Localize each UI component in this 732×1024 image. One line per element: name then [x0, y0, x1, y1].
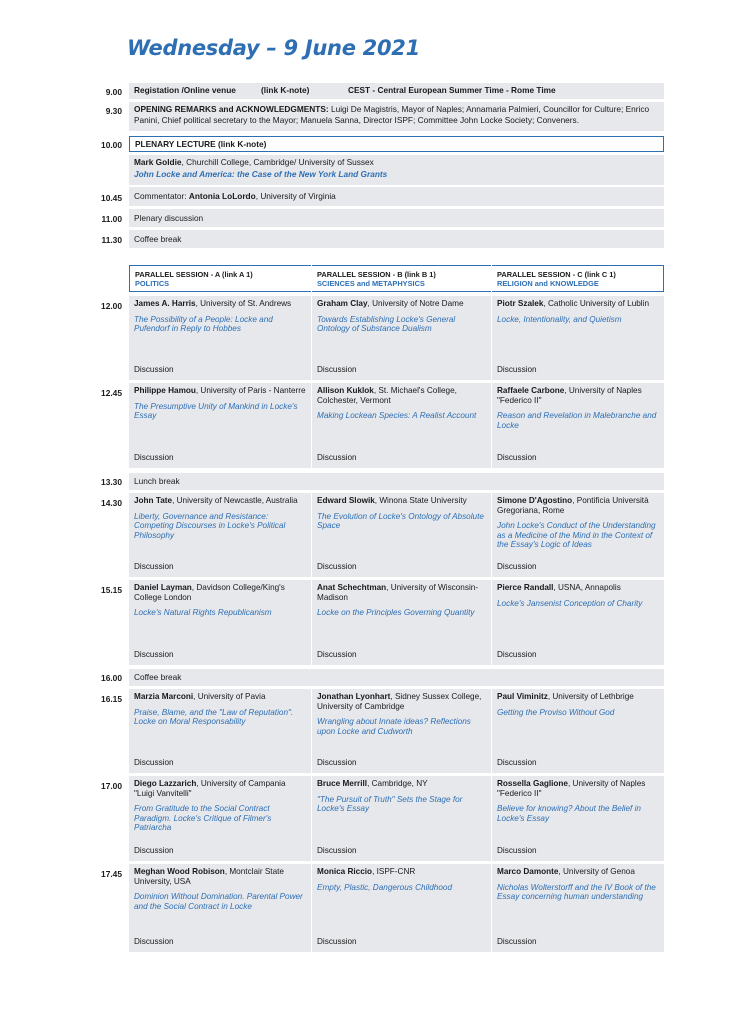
discussion-label: Discussion [317, 758, 357, 768]
speaker-affiliation: , Catholic University of Lublin [543, 299, 649, 308]
speaker-line [317, 692, 486, 711]
time-label: 16.15 [101, 694, 122, 704]
paper-title: Locke's Jansenist Conception of Charity [497, 598, 643, 608]
discussion-label: Discussion [497, 562, 537, 572]
speaker-affiliation: , Sidney Sussex College, University of Cambridge [317, 692, 482, 711]
session-cell [312, 296, 491, 380]
speaker-name: Mark Goldie [134, 157, 182, 167]
speaker-affiliation: , University of Wisconsin-Madison [317, 583, 479, 602]
session-cell [492, 864, 664, 952]
time-label: 14.30 [101, 498, 122, 508]
paper-title: Locke's Natural Rights Republicanism [134, 608, 272, 618]
paper-title: The Possibility of a People: Locke and Pufendorf in Reply to Hobbes [134, 314, 273, 334]
speaker-affiliation: , University of Naples "Federico II" [497, 386, 642, 405]
discussion-label: Discussion [134, 365, 174, 375]
session-topic: SCIENCES and METAPHYSICS [317, 279, 425, 288]
discussion-label: Discussion [317, 650, 357, 660]
paper-title: Getting the Proviso Without God [497, 707, 615, 717]
speaker-affiliation: , Pontificia Università Gregoriana, Rome [497, 496, 649, 515]
time-label: 12.45 [101, 388, 122, 398]
speaker-affiliation: , University of Newcastle, Australia [172, 496, 298, 505]
discussion-label: Discussion [134, 846, 174, 856]
session-topic: POLITICS [135, 279, 170, 288]
speaker-line [134, 299, 306, 309]
speaker-affiliation: , St. Michael's College, Colchester, Vermont [317, 386, 457, 405]
schedule-row-registration [129, 83, 664, 99]
speaker-name: Marzia Marconi [134, 692, 194, 701]
opening-text: Luigi De Magistris, Mayor of Naples; Annamaria Palmieri, Councillor for Culture; Enrico Panini, Chief political secretary to the Mayor; Manuela Sanna, Director ISPF; Committee John Locke Society; Conveners. [134, 104, 650, 125]
speaker-affiliation: , University of Notre Dame [367, 299, 464, 308]
speaker-line [497, 692, 659, 702]
paper-title: Dominion Without Domination. Parental Power and the Social Contract in Locke [134, 892, 303, 911]
session-topic: RELIGION and KNOWLEDGE [497, 279, 599, 288]
speaker-affiliation: , University of Campania "Luigi Vanvitelli" [134, 779, 286, 798]
session-cell [312, 493, 491, 577]
discussion-label: Discussion [497, 365, 537, 375]
discussion-label: Discussion [134, 453, 174, 463]
session-cell [492, 580, 664, 665]
registration-label: Registation /Online venue [134, 85, 236, 95]
speaker-affiliation: , University of Genoa [558, 867, 635, 876]
speaker-line [134, 867, 306, 886]
speaker-line [497, 496, 659, 515]
speaker-line [134, 496, 306, 506]
speaker-name: Simone D'Agostino [497, 496, 573, 505]
speaker-affiliation: , Winona State University [374, 496, 467, 505]
session-cell [129, 689, 311, 773]
paper-title: John Locke's Conduct of the Understanding as a Medicine of the Mind in the Context of the Essay's Logic of Ideas [497, 521, 656, 550]
paper-title: The Presumptive Unity of Mankind in Locke's Essay [134, 401, 298, 421]
paper-title: The Evolution of Locke's Ontology of Absolute Space [317, 511, 484, 531]
time-label: 10.00 [101, 140, 122, 150]
time-label: 16.00 [101, 673, 122, 683]
speaker-name: Bruce Merrill [317, 779, 368, 788]
session-header-c[interactable] [492, 265, 664, 292]
session-cell [129, 296, 311, 380]
schedule-row-plenary-discussion [129, 209, 664, 227]
speaker-name: Raffaele Carbone [497, 386, 565, 395]
time-label: 17.00 [101, 781, 122, 791]
time-label: 11.00 [101, 214, 122, 224]
speaker-name: Graham Clay [317, 299, 368, 308]
speaker-affiliation: , Cambridge, NY [367, 779, 428, 788]
timezone-note: CEST - Central European Summer Time - Rome Time [348, 85, 556, 95]
paper-title: From Gratitude to the Social Contract Paradigm. Locke's Critique of Filmer's Patriarcha [134, 804, 272, 833]
schedule-row-commentator [129, 187, 664, 206]
time-label: 9.30 [105, 106, 122, 116]
speaker-affiliation: , Churchill College, Cambridge/ University of Sussex [181, 157, 374, 167]
session-cell [129, 776, 311, 861]
speaker-name: Paul Viminitz [497, 692, 548, 701]
speaker-name: Marco Damonte [497, 867, 559, 876]
paper-title: Empty, Plastic, Dangerous Childhood [317, 882, 453, 892]
time-label: 17.45 [101, 869, 122, 879]
speaker-line [317, 867, 486, 877]
speaker-line [317, 496, 486, 506]
speaker-name: Piotr Szalek [497, 299, 544, 308]
discussion-label: Discussion [317, 365, 357, 375]
discussion-label: Discussion [134, 937, 174, 947]
commentator-prefix: Commentator: [134, 191, 189, 201]
break-label: Lunch break [134, 476, 180, 486]
discussion-label: Discussion [497, 758, 537, 768]
speaker-name: Pierce Randall [497, 583, 554, 592]
session-label: PARALLEL SESSION - C (link C 1) [497, 270, 616, 279]
break-row [129, 669, 664, 686]
session-label: PARALLEL SESSION - A (link A 1) [135, 270, 253, 279]
discussion-label: Discussion [134, 650, 174, 660]
speaker-name: Anat Schechtman [317, 583, 387, 592]
time-label: 9.00 [105, 87, 122, 97]
session-cell [312, 864, 491, 952]
speaker-affiliation: , Montclair State University, USA [134, 867, 284, 886]
speaker-name: Meghan Wood Robison [134, 867, 225, 876]
paper-title: Believe for knowing? About the Belief in Locke's Essay [497, 804, 641, 823]
speaker-line [134, 583, 306, 602]
speaker-affiliation: , USNA, Annapolis [553, 583, 621, 592]
paper-title: Locke, Intentionality, and Quietism [497, 314, 622, 324]
speaker-name: John Tate [134, 496, 173, 505]
time-label: 15.15 [101, 585, 122, 595]
paper-title: Towards Establishing Locke's General Ontology of Substance Dualism [317, 314, 456, 334]
discussion-label: Discussion [317, 453, 357, 463]
plenary-lecture-details [129, 155, 664, 185]
session-cell [492, 493, 664, 577]
break-row [129, 473, 664, 490]
session-cell [312, 383, 491, 468]
discussion-label: Discussion [134, 758, 174, 768]
session-cell [129, 864, 311, 952]
speaker-affiliation: , Davidson College/King's College London [134, 583, 285, 602]
time-label: 13.30 [101, 477, 122, 487]
session-cell [312, 689, 491, 773]
speaker-line [497, 867, 659, 877]
speaker-name: Daniel Layman [134, 583, 192, 592]
row-text: Plenary discussion [134, 213, 204, 223]
speaker-affiliation: , University of Naples "Federico II" [497, 779, 646, 798]
plenary-lecture-label: PLENARY LECTURE (link K-note) [135, 139, 267, 149]
session-label: PARALLEL SESSION - B (link B 1) [317, 270, 436, 279]
paper-title: Wrangling about Innate ideas? Reflections upon Locke and Cudworth [317, 717, 471, 736]
plenary-lecture-header[interactable] [129, 136, 664, 152]
speaker-name: Rossella Gaglione [497, 779, 568, 788]
speaker-name: Allison Kuklok [317, 386, 374, 395]
speaker-line [317, 299, 486, 309]
paper-title: Liberty, Governance and Resistance: Competing Discourses in Locke's Political Philosophy [134, 511, 286, 540]
speaker-name: Diego Lazzarich [134, 779, 197, 788]
speaker-line [497, 299, 659, 309]
paper-title: Locke on the Principles Governing Quantity [317, 608, 475, 618]
session-header-a[interactable] [129, 265, 311, 292]
time-label: 11.30 [101, 235, 122, 245]
speaker-line [134, 779, 306, 798]
speaker-name: James A. Harris [134, 299, 196, 308]
session-cell [312, 776, 491, 861]
discussion-label: Discussion [497, 650, 537, 660]
speaker-affiliation: , University of Lethbrige [547, 692, 634, 701]
discussion-label: Discussion [317, 846, 357, 856]
speaker-affiliation: , University of Paris - Nanterre [195, 386, 306, 395]
commentator-affiliation: , University of Virginia [255, 191, 336, 201]
time-label: 12.00 [101, 301, 122, 311]
discussion-label: Discussion [497, 453, 537, 463]
page-title: Wednesday – 9 June 2021 [127, 36, 420, 60]
speaker-line [497, 583, 659, 593]
paper-title: Nicholas Wolterstorff and the IV Book of the Essay concerning human understanding [497, 882, 656, 902]
schedule-row-coffee-break [129, 230, 664, 248]
row-text: Coffee break [134, 234, 182, 244]
session-cell [492, 383, 664, 468]
speaker-line [317, 386, 486, 405]
speaker-line [317, 779, 486, 789]
speaker-affiliation: , University of Pavia [193, 692, 266, 701]
session-cell [492, 296, 664, 380]
paper-title: Praise, Blame, and the "Law of Reputation". Locke on Moral Responsability [134, 707, 294, 727]
commentator-name: Antonia LoLordo [188, 191, 256, 201]
discussion-label: Discussion [317, 937, 357, 947]
session-cell [129, 580, 311, 665]
break-label: Coffee break [134, 672, 182, 682]
discussion-label: Discussion [497, 846, 537, 856]
speaker-affiliation: , University of St. Andrews [195, 299, 292, 308]
session-cell [129, 493, 311, 577]
registration-link[interactable]: (link K-note) [261, 85, 310, 95]
speaker-line [497, 386, 659, 405]
speaker-name: Monica Riccio [317, 867, 373, 876]
discussion-label: Discussion [317, 562, 357, 572]
paper-title: Reason and Revelation in Malebranche and Locke [497, 411, 657, 430]
session-cell [129, 383, 311, 468]
speaker-affiliation: , ISPF-CNR [372, 867, 416, 876]
paper-title: "The Pursuit of Truth" Sets the Stage for Locke's Essay [317, 794, 463, 814]
session-cell [492, 776, 664, 861]
speaker-line [317, 583, 486, 602]
session-cell [492, 689, 664, 773]
speaker-line [497, 779, 659, 798]
session-cell [312, 580, 491, 665]
discussion-label: Discussion [497, 937, 537, 947]
speaker-line [134, 386, 306, 396]
speaker-line [134, 692, 306, 702]
schedule-row-opening [129, 102, 664, 131]
paper-title: Making Lockean Species: A Realist Account [317, 411, 477, 421]
discussion-label: Discussion [134, 562, 174, 572]
speaker-name: Edward Slowik [317, 496, 375, 505]
opening-heading: OPENING REMARKS and ACKNOWLEDGMENTS: [134, 104, 329, 114]
speaker-name: Philippe Hamou [134, 386, 196, 395]
speaker-name: Jonathan Lyonhart [317, 692, 391, 701]
time-label: 10.45 [101, 193, 122, 203]
lecture-title: John Locke and America: the Case of the New York Land Grants [134, 168, 388, 179]
session-header-b[interactable] [312, 265, 491, 292]
